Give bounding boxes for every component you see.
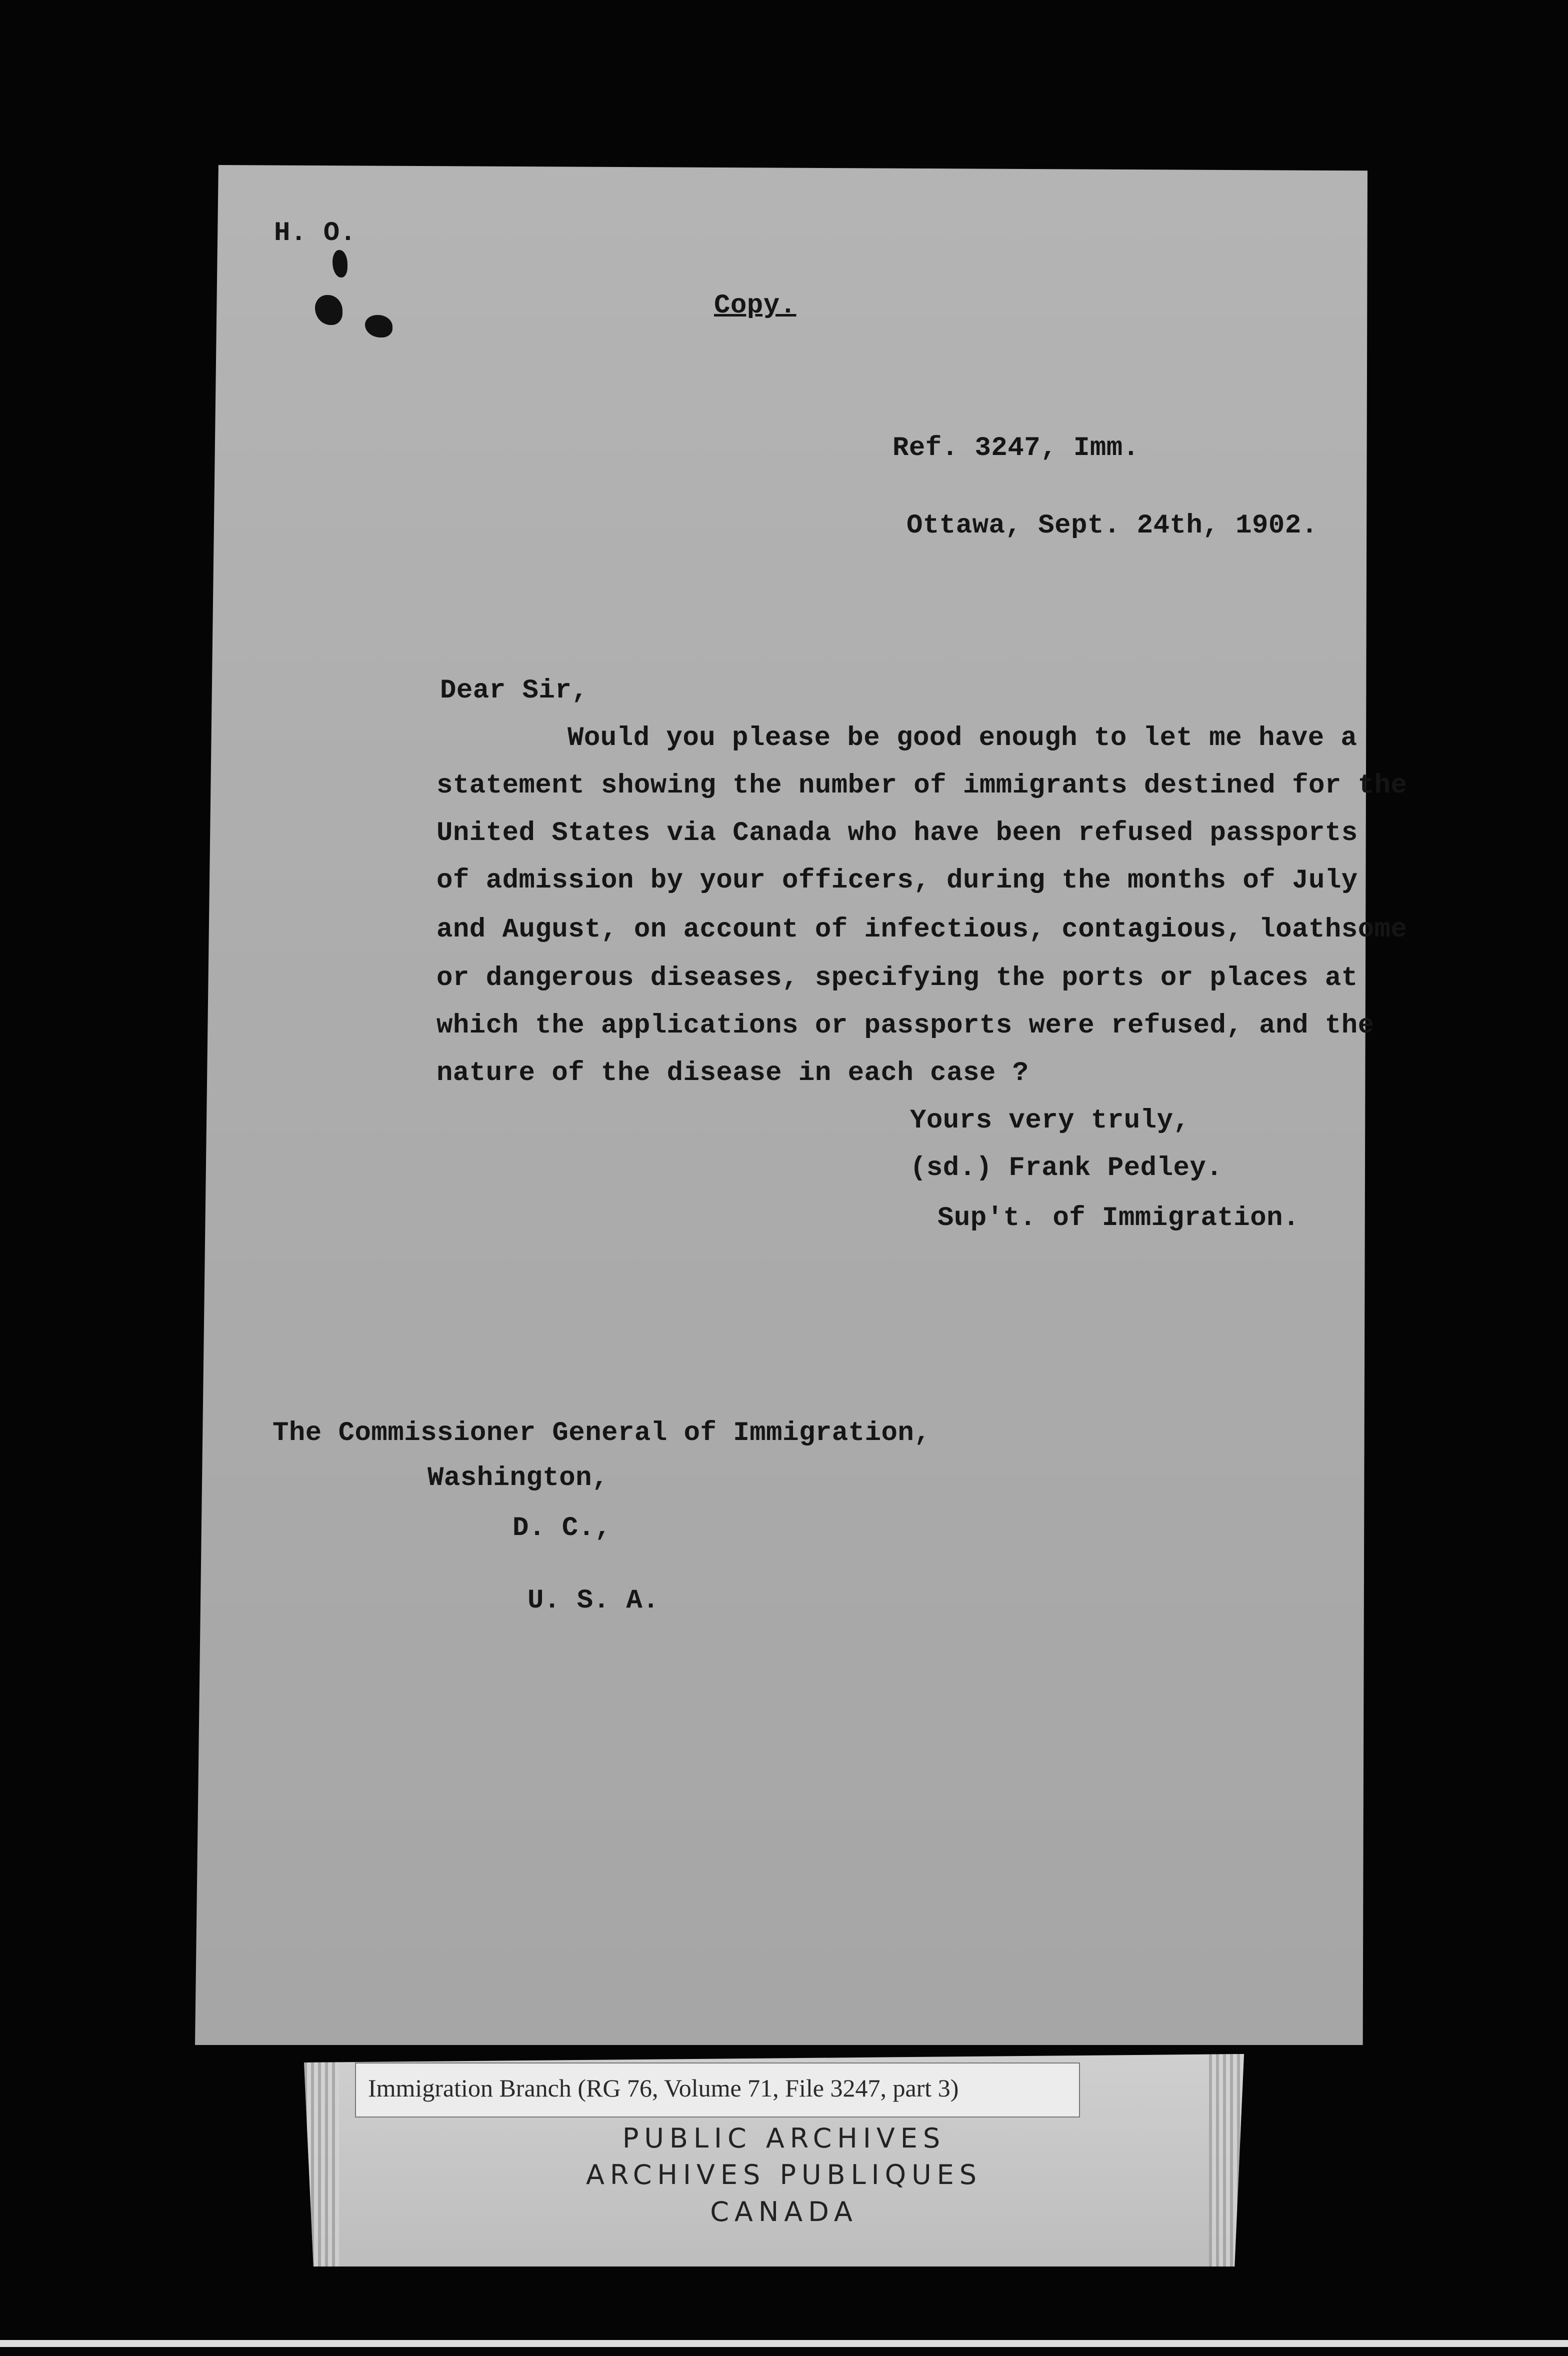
recipient-line: The Commissioner General of Immigration, [272, 1418, 931, 1448]
body-line: nature of the disease in each case ? [436, 1058, 1029, 1088]
letter-sheet [195, 165, 1368, 2045]
salutation: Dear Sir, [440, 676, 588, 706]
closing: Yours very truly, [910, 1106, 1190, 1136]
body-line: statement showing the number of immigrants destined for the [436, 770, 1408, 801]
film-edge [0, 2340, 1568, 2347]
reference-slip-text: Immigration Branch (RG 76, Volume 71, File 3247, part 3) [368, 2074, 959, 2102]
punch-hole [315, 295, 342, 325]
reference-slip [355, 2062, 1080, 2118]
body-line: of admission by your officers, during the months of July [436, 866, 1358, 896]
body-line: United States via Canada who have been refused passports [436, 818, 1358, 848]
body-line: Would you please be good enough to let me have a [568, 723, 1358, 754]
archive-stamp-line: PUBLIC ARCHIVES [622, 2122, 946, 2154]
recipient-line: D. C., [512, 1513, 612, 1544]
recipient-line: Washington, [428, 1463, 608, 1494]
punch-hole [332, 250, 348, 278]
signature: (sd.) Frank Pedley. [910, 1153, 1223, 1184]
reference-number: Ref. 3247, Imm. [892, 433, 1140, 464]
archive-stamp-line: ARCHIVES PUBLIQUES [586, 2159, 982, 2190]
punch-hole [365, 315, 392, 338]
header-mark: H. O. [274, 218, 356, 248]
signature-title: Sup't. of Immigration. [938, 1203, 1300, 1234]
dateline: Ottawa, Sept. 24th, 1902. [906, 510, 1318, 541]
body-line: or dangerous diseases, specifying the ports or places at [436, 963, 1358, 994]
body-line: and August, on account of infectious, contagious, loathsome [436, 914, 1408, 945]
copy-label: Copy. [714, 290, 796, 321]
recipient-line: U. S. A. [528, 1586, 660, 1616]
archive-stamp-line: CANADA [710, 2196, 858, 2228]
body-line: which the applications or passports were refused, and the [436, 1010, 1374, 1041]
